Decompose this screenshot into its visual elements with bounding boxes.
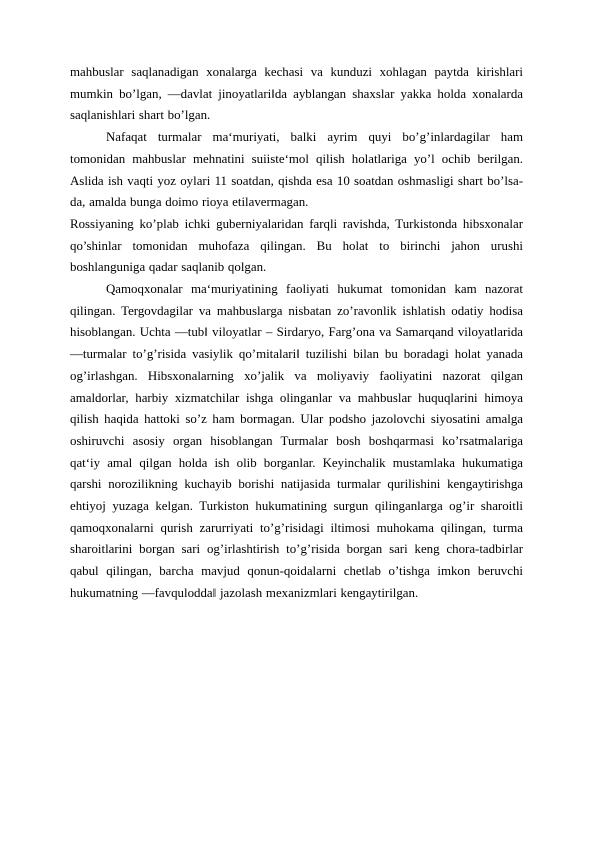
document-page xyxy=(70,62,523,605)
paragraph-3: Rossiyaning ko’plab ichki guberniyalaridan farqli ravishda, Turkistonda hibsxonalar qo’shinlar tomonidan muhofaza qilingan. Bu holat to birinchi jahon urushi boshlanguniga qadar saqlanib qolgan. xyxy=(70,216,523,275)
paragraph-4: Qamoqxonalar ma‘muriyatining faoliyati hukumat tomonidan kam nazorat qilingan. Tergovdagilar va mahbuslarga nisbatan zo’ravonlik ishlatish odatiy hodisa hisoblangan. Uchta ―tub‖ viloyatlar – Sirdaryo, Farg’ona va Samarqand viloyatlarida ―turmalar to’g’risida vasiylik qo’mitalari‖ tuzilishi bilan bu boradagi holat yanada og’irlashgan. Hibsxonalarning xo’jalik va moliyaviy faoliyatini nazorat qilgan amaldorlar, harbiy xizmatchilar ishga olinganlar va mahbuslar huquqlarini himoya qilish haqida hattoki so’z ham bormagan. Ular podsho jazolovchi siyosatini amalga oshiruvchi asosiy organ hisoblangan Turmalar bosh boshqarmasi ko’rsatmalariga qat‘iy amal qilgan holda ish olib borganlar. Keyinchalik mustamlaka hukumatiga qarshi norozilikning kuchayib borishi natijasida turmalar qurilishini kengaytirishga ehtiyoj yuzaga kelgan. Turkiston hukumatining surgun qilinganlarga og’ir sharoitli qamoqxonalarni qurish zarurriyati to’g’risidagi iltimosi muhokama qilingan, turma sharoitlarini borgan sari og’irlashtirish to’g’risida borgan sari keng chora-tadbirlar qabul qilingan, barcha mavjud qonun-qoidalarni chetlab o’tishga imkon beruvchi hukumatning ―favqulodda‖ jazolash mexanizmlari kengaytirilgan. xyxy=(70,282,523,600)
paragraph-1: mahbuslar saqlanadigan xonalarga kechasi va kunduzi xohlagan paytda kirishlari mumkin bo’lgan, ―davlat jinoyatlari‖da ayblangan shaxslar yakka holda xonalarda saqlanishlari shart bo’lgan. xyxy=(70,65,523,123)
paragraph-2: Nafaqat turmalar ma‘muriyati, balki ayrim quyi bo’g’inlardagilar ham tomonidan mahbuslar mehnatini suiiste‘mol qilish holatlariga yo’l ochib berilgan. Aslida ish vaqti yoz oylari 11 soatdan, qishda esa 10 soatdan oshmasligi shart bo’lsa-da, amalda bunga doimo rioya etilavermagan. xyxy=(70,130,523,210)
